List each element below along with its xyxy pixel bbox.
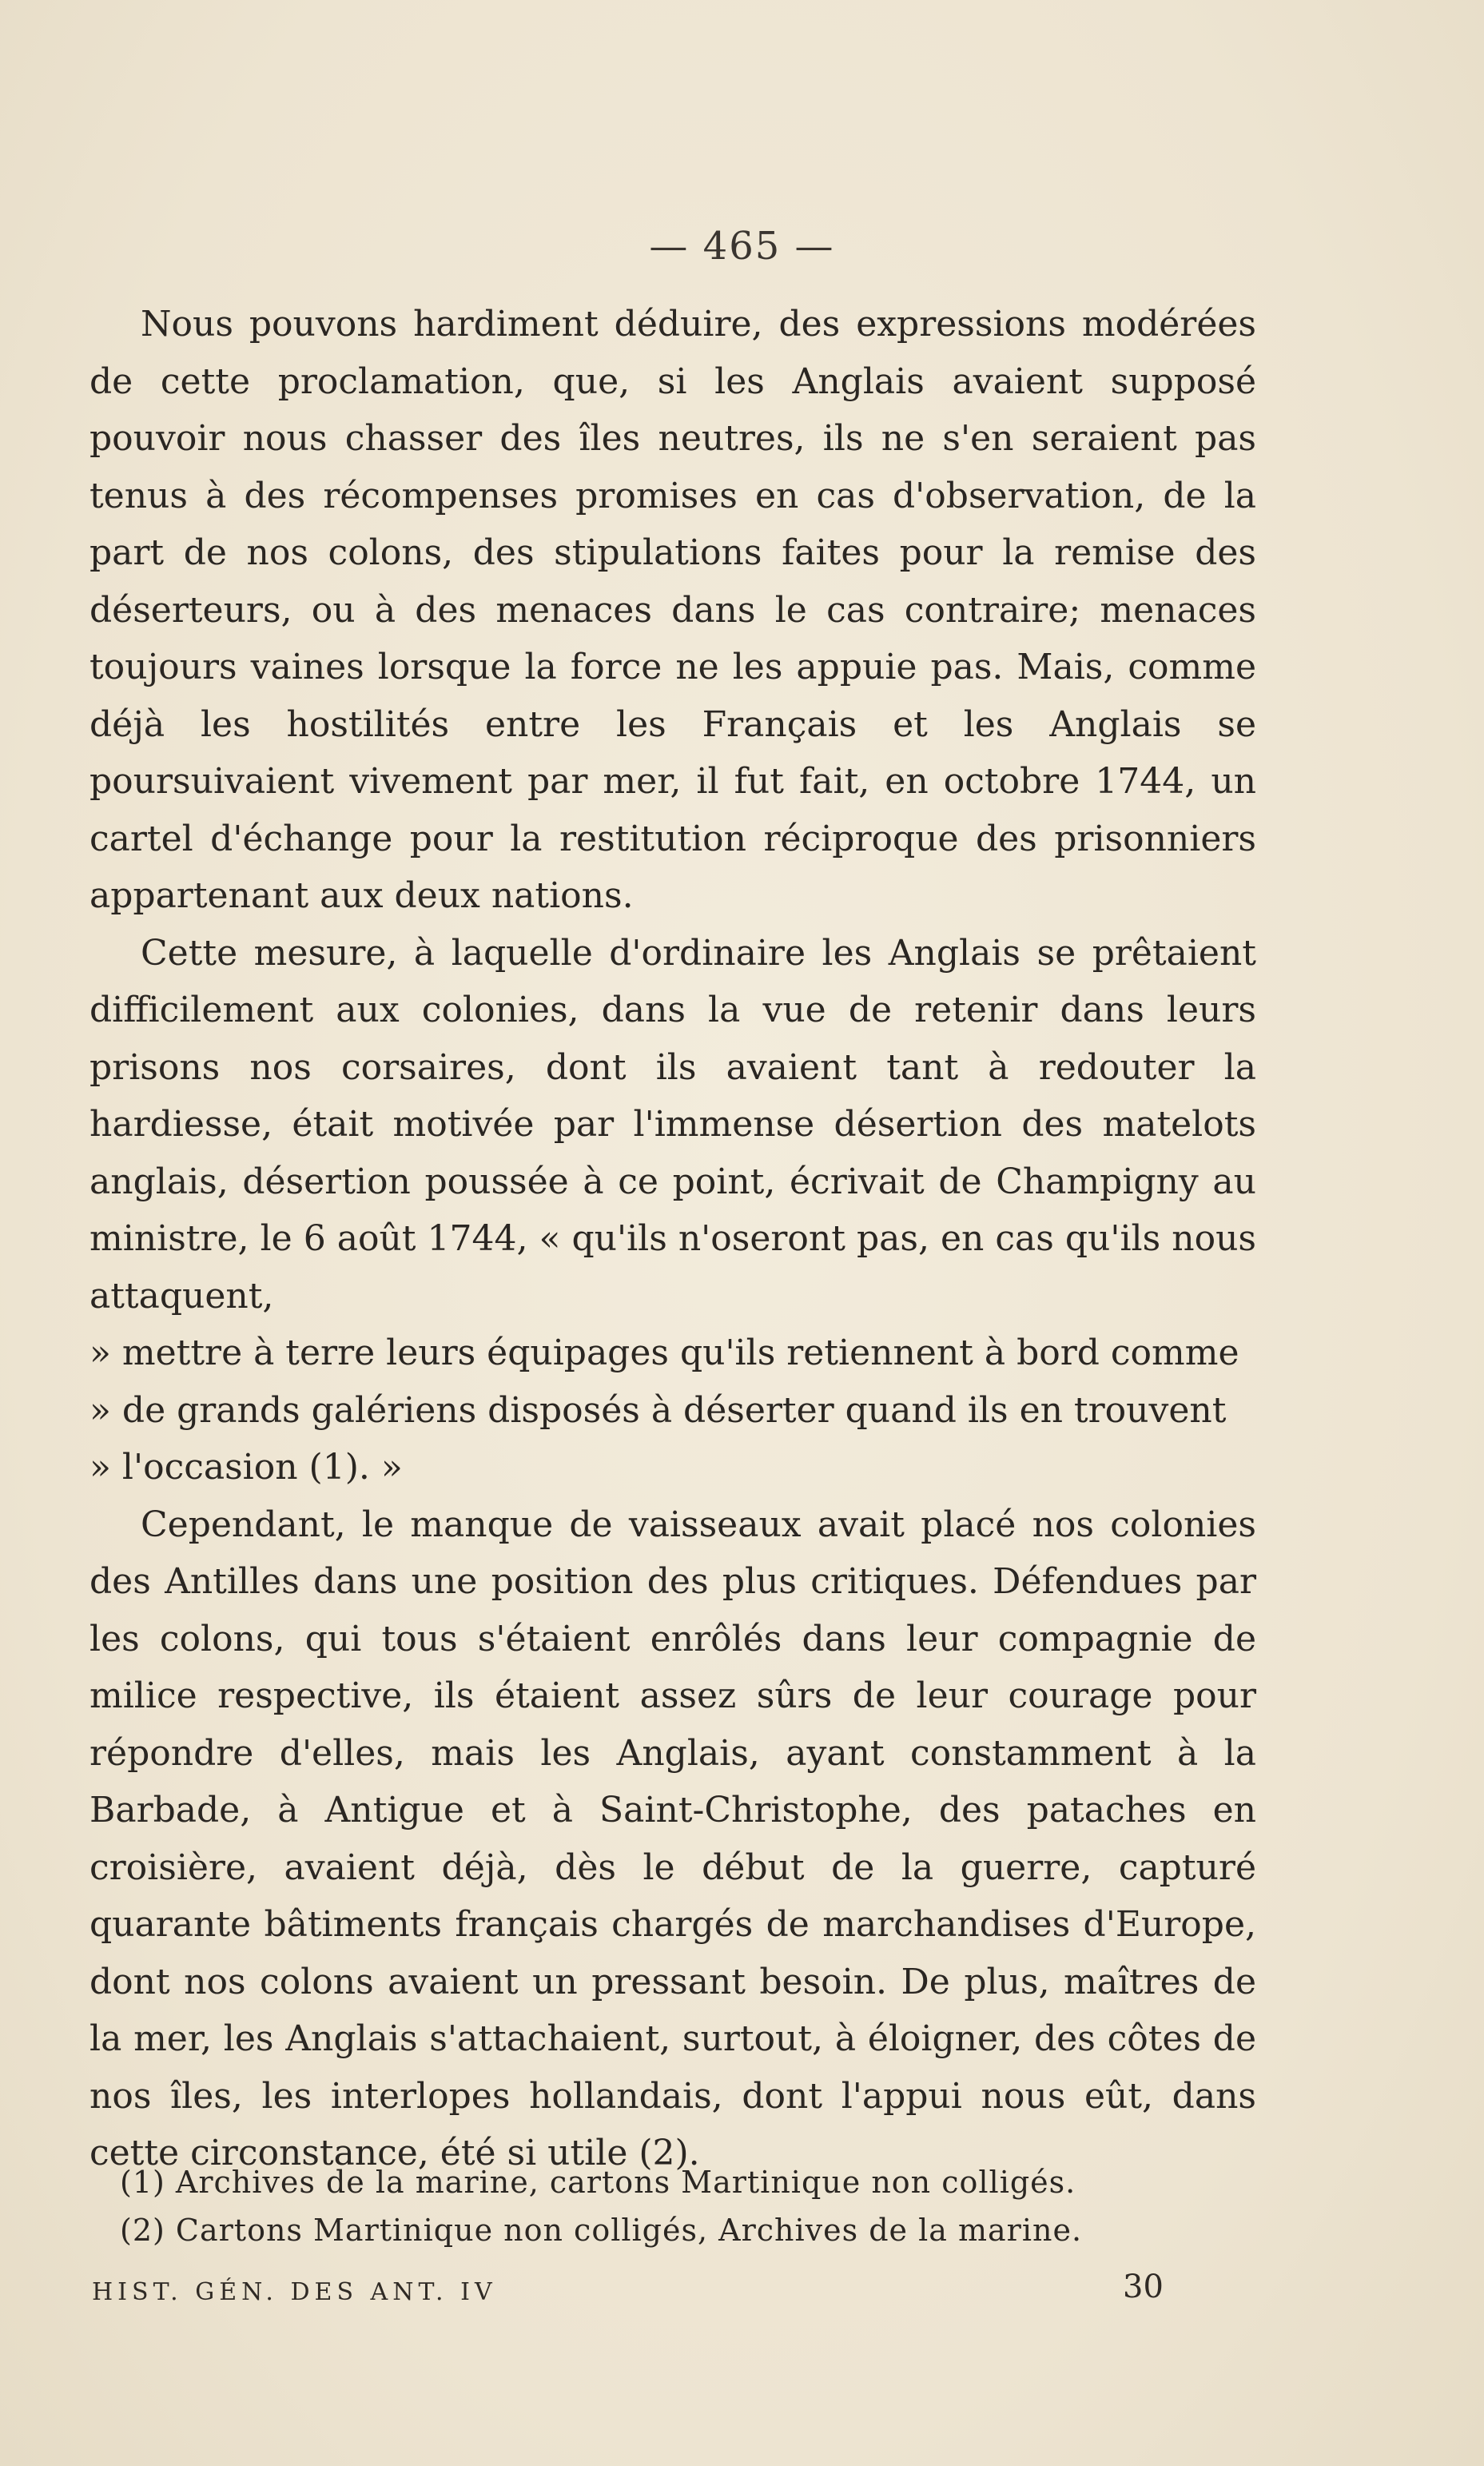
paragraph-3: Cependant, le manque de vaisseaux avait placé nos colonies des Antilles dans une position des plus critiques. Défendues par les colons, qui tous s'étaient enrôlés dans leur compagnie de milice respective, ils étaient assez sûrs de leur courage pour répondre d'elles, mais les Anglais, ayant constamment à la Barbade, à Antigue et à Saint-Christophe, des pataches en croisière, avaient déjà, dès le début de la guerre, capturé quarante bâtiments français chargés de marchandises d'Europe, dont nos colons avaient un pressant besoin. De plus, maîtres de la mer, les Anglais s'attachaient, surtout, à éloigner, des côtes de nos îles, les interlopes hollandais, dont l'appui nous eût, dans cette circonstance, été si utile (2). bbox=[90, 1504, 1256, 2173]
footnote-2: (2) Cartons Martinique non colligés, Archives de la marine. bbox=[120, 2213, 1083, 2248]
footnotes bbox=[120, 2158, 1239, 2254]
paragraph-1: Nous pouvons hardiment déduire, des expressions modérées de cette proclamation, que, si les Anglais avaient supposé pouvoir nous chasser des îles neutres, ils ne s'en seraient pas tenus à des récompenses promises en cas d'observation, de la part de nos colons, des stipulations faites pour la remise des déserteurs, ou à des menaces dans le cas contraire; menaces toujours vaines lorsque la force ne les appuie pas. Mais, comme déjà les hostilités entre les Français et les Anglais se poursuivaient vivement par mer, il fut fait, en octobre 1744, un cartel d'échange pour la restitution réciproque des prisonniers appartenant aux deux nations. bbox=[90, 304, 1256, 916]
body-text bbox=[90, 296, 1256, 2182]
quote-line-3: » l'occasion (1). » bbox=[90, 1447, 403, 1488]
paragraph-2: Cette mesure, à laquelle d'ordinaire les Anglais se prêtaient difficilement aux colonies, dans la vue de retenir dans leurs prisons nos corsaires, dont ils avaient tant à redouter la hardiesse, était motivée par l'immense désertion des matelots anglais, désertion poussée à ce point, écrivait de Champigny au ministre, le 6 août 1744, « qu'ils n'oseront pas, en cas qu'ils nous attaquent, bbox=[90, 932, 1256, 1317]
quote-line-2: » de grands galériens disposés à déserter quand ils en trouvent bbox=[90, 1389, 1227, 1431]
footnote-1: (1) Archives de la marine, cartons Martinique non colligés. bbox=[120, 2165, 1076, 2200]
printer-signature: HIST. GÉN. DES ANT. IV bbox=[92, 2278, 497, 2306]
page-number: — 465 — bbox=[649, 224, 835, 269]
sheet-number: 30 bbox=[1123, 2269, 1164, 2305]
quote-line-1: » mettre à terre leurs équipages qu'ils retiennent à bord comme bbox=[90, 1333, 1239, 1373]
